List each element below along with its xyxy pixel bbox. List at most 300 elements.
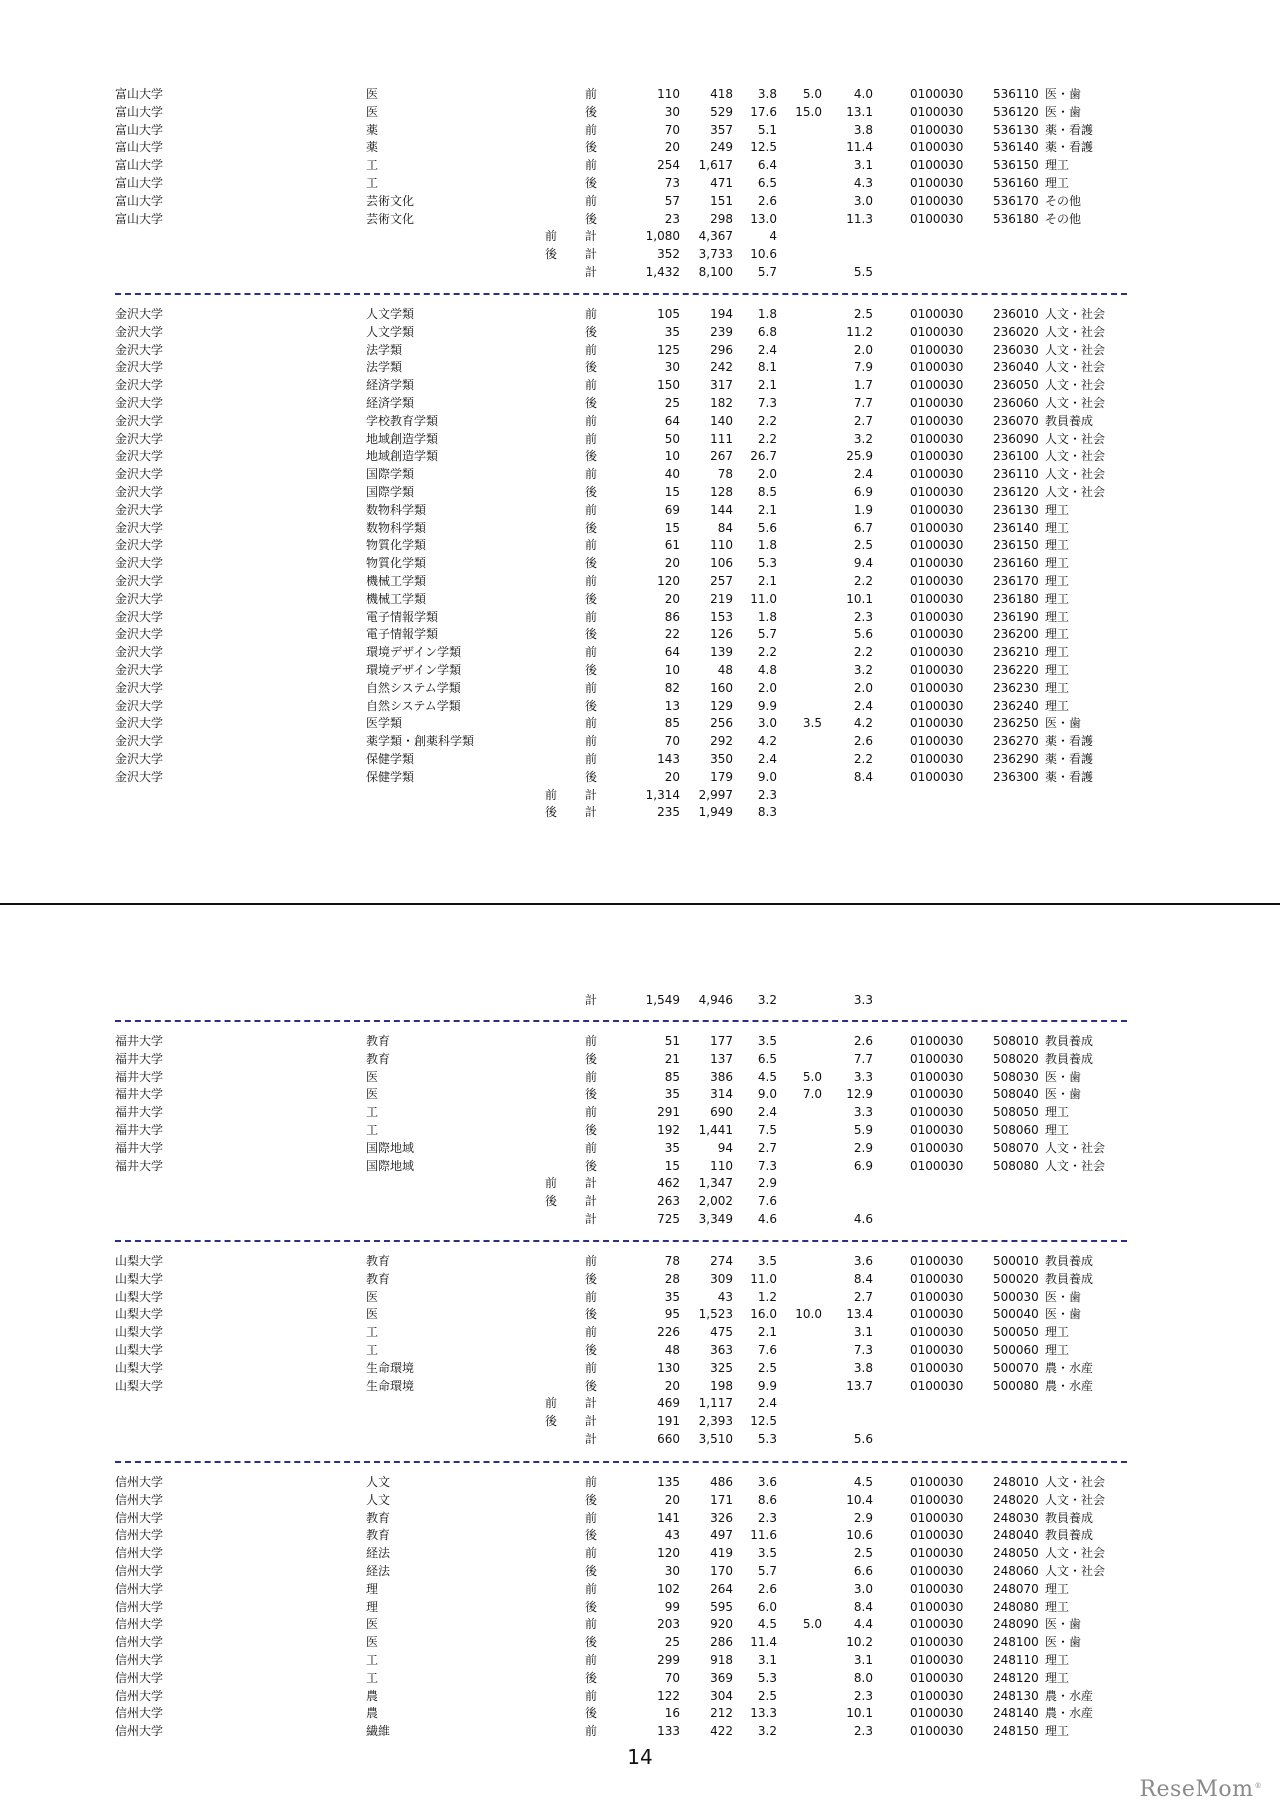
ratio-cell: 9.9 [757, 698, 777, 713]
ratio-cell: 3.5 [757, 1546, 777, 1561]
capacity-cell: 30 [664, 104, 680, 119]
faculty-cell: 法学類 [366, 342, 403, 357]
code-cell: 0100030 [910, 324, 964, 339]
ratio-cell: 2.2 [757, 431, 777, 446]
schedule-cell: 前 [585, 1617, 598, 1632]
code-cell: 0100030 [910, 1706, 964, 1721]
faculty-cell: 法学類 [366, 360, 403, 375]
applicants-cell: 386 [710, 1069, 733, 1084]
table-row [0, 1103, 1280, 1121]
total-applicants-cell: 4,946 [698, 993, 733, 1007]
ratio-cell: 2.6 [757, 1581, 777, 1596]
last-ratio-cell: 7.7 [853, 1051, 873, 1066]
last-ratio-cell: 1.7 [853, 378, 873, 393]
total-label-cell: 計 [585, 993, 598, 1007]
category-cell: 理工 [1045, 574, 1070, 588]
table-row [0, 323, 1280, 341]
category-cell: 理工 [1045, 1123, 1070, 1137]
last-ratio-cell: 5.9 [853, 1123, 873, 1137]
university-cell: 金沢大学 [115, 413, 164, 428]
table-row [0, 714, 1280, 732]
applicants-cell: 198 [710, 1378, 733, 1393]
capacity-cell: 150 [657, 378, 680, 393]
university-cell: 金沢大学 [115, 645, 164, 660]
total-row [0, 1192, 1280, 1210]
university-cell: 信州大学 [115, 1599, 164, 1614]
applicants-cell: 357 [710, 122, 733, 137]
ratio-cell: 3.1 [757, 1653, 777, 1667]
table-row [0, 1509, 1280, 1527]
code-cell: 0100030 [910, 396, 964, 410]
university-cell: 富山大学 [115, 211, 164, 226]
capacity-cell: 28 [664, 1271, 680, 1286]
university-cell: 福井大学 [115, 1034, 164, 1048]
faculty-cell: 医 [366, 104, 379, 119]
faculty-cell: 保健学類 [366, 769, 415, 784]
university-cell: 金沢大学 [115, 627, 164, 642]
table-row [0, 1377, 1280, 1395]
total-ratio-cell: 2.4 [757, 1396, 777, 1411]
ratio-cell: 3.8 [757, 87, 777, 101]
code-cell: 0100030 [910, 1271, 964, 1286]
total-last-ratio-cell: 3.3 [853, 993, 873, 1007]
total-applicants-cell: 1,949 [698, 805, 733, 820]
category-cell: 人文・社会 [1045, 378, 1106, 393]
dept-code-cell: 536140 [993, 140, 1039, 155]
code-cell: 0100030 [910, 1069, 964, 1084]
dept-code-cell: 236070 [993, 413, 1039, 428]
code-cell: 0100030 [910, 342, 964, 357]
dept-code-cell: 236010 [993, 307, 1039, 321]
schedule-cell: 後 [585, 556, 598, 571]
applicants-cell: 160 [710, 680, 733, 695]
faculty-cell: 薬 [366, 122, 379, 137]
university-cell: 金沢大学 [115, 698, 164, 713]
category-cell: 理工 [1045, 1724, 1070, 1739]
schedule-cell: 後 [585, 1051, 598, 1066]
category-cell: 医・歯 [1045, 87, 1082, 101]
total-ratio-cell: 3.2 [757, 993, 777, 1007]
last-ratio-cell: 13.1 [846, 104, 873, 119]
ratio-cell: 4.2 [757, 734, 777, 749]
ratio-cell: 3.2 [757, 1724, 777, 1739]
prev-ratio-cell: 7.0 [802, 1087, 822, 1102]
ratio-cell: 1.8 [757, 538, 777, 553]
ratio-cell: 4.8 [757, 663, 777, 677]
dept-code-cell: 500080 [993, 1378, 1039, 1393]
capacity-cell: 21 [664, 1051, 680, 1066]
capacity-cell: 122 [657, 1688, 680, 1703]
code-cell: 0100030 [910, 1378, 964, 1393]
ratio-cell: 5.3 [757, 556, 777, 571]
applicants-cell: 126 [710, 627, 733, 642]
dept-code-cell: 536110 [993, 87, 1039, 101]
schedule-cell: 前 [585, 1254, 598, 1268]
applicants-cell: 419 [710, 1546, 733, 1561]
table-row [0, 1633, 1280, 1651]
prev-ratio-cell: 3.5 [802, 716, 822, 731]
category-cell: 教員養成 [1045, 1510, 1094, 1525]
capacity-cell: 120 [657, 574, 680, 588]
applicants-cell: 475 [710, 1325, 733, 1340]
university-cell: 山梨大学 [115, 1271, 164, 1286]
last-ratio-cell: 3.1 [853, 1325, 873, 1340]
faculty-cell: 教育 [366, 1034, 391, 1048]
faculty-cell: 医 [366, 1635, 379, 1650]
ratio-cell: 9.0 [757, 769, 777, 784]
university-cell: 富山大学 [115, 140, 164, 155]
dept-code-cell: 248090 [993, 1617, 1039, 1632]
applicants-cell: 219 [710, 591, 733, 606]
university-cell: 信州大学 [115, 1706, 164, 1721]
table-row [0, 1722, 1280, 1740]
category-cell: 人文・社会 [1045, 485, 1106, 499]
total-schedule-cell: 後 [545, 247, 558, 262]
total-schedule-cell: 前 [545, 229, 558, 244]
faculty-cell: 機械工学類 [366, 574, 427, 588]
university-cell: 山梨大学 [115, 1254, 164, 1268]
faculty-cell: 工 [366, 1105, 379, 1120]
category-cell: 教員養成 [1045, 1254, 1094, 1268]
schedule-cell: 前 [585, 193, 598, 208]
dept-code-cell: 236180 [993, 591, 1039, 606]
applicants-cell: 78 [717, 467, 733, 482]
faculty-cell: 医 [366, 1289, 379, 1304]
capacity-cell: 120 [657, 1546, 680, 1561]
table-row [0, 661, 1280, 679]
code-cell: 0100030 [910, 1617, 964, 1632]
capacity-cell: 143 [657, 752, 680, 766]
applicants-cell: 326 [710, 1510, 733, 1525]
university-cell: 信州大学 [115, 1635, 164, 1650]
category-cell: 理工 [1045, 1653, 1070, 1667]
total-ratio-cell: 5.3 [757, 1432, 777, 1446]
total-ratio-cell: 4.6 [757, 1212, 777, 1226]
last-ratio-cell: 3.0 [853, 1581, 873, 1596]
ratio-cell: 4.5 [757, 1617, 777, 1632]
total-applicants-cell: 1,347 [698, 1176, 733, 1191]
schedule-cell: 後 [585, 449, 598, 464]
table-row [0, 643, 1280, 661]
table-row [0, 1032, 1280, 1050]
schedule-cell: 後 [585, 1271, 598, 1286]
table-row [0, 679, 1280, 697]
schedule-cell: 前 [585, 1475, 598, 1489]
university-cell: 福井大学 [115, 1140, 164, 1155]
total-ratio-cell: 10.6 [750, 247, 777, 262]
capacity-cell: 25 [664, 1635, 680, 1650]
total-ratio-cell: 4 [769, 229, 777, 244]
table-row [0, 394, 1280, 412]
capacity-cell: 20 [664, 556, 680, 571]
last-ratio-cell: 4.5 [853, 1475, 873, 1489]
last-ratio-cell: 3.2 [853, 663, 873, 677]
ratio-cell: 13.0 [750, 211, 777, 226]
university-cell: 山梨大学 [115, 1378, 164, 1393]
dept-code-cell: 508060 [993, 1123, 1039, 1137]
schedule-cell: 前 [585, 1581, 598, 1596]
total-capacity-cell: 660 [657, 1432, 680, 1446]
table-row [0, 447, 1280, 465]
schedule-cell: 前 [585, 87, 598, 101]
faculty-cell: 医 [366, 1087, 379, 1102]
university-cell: 山梨大学 [115, 1360, 164, 1375]
faculty-cell: 生命環境 [366, 1378, 415, 1393]
capacity-cell: 30 [664, 1564, 680, 1578]
schedule-cell: 前 [585, 1140, 598, 1155]
university-cell: 福井大学 [115, 1069, 164, 1084]
category-cell: 教員養成 [1045, 1034, 1094, 1048]
faculty-cell: 保健学類 [366, 752, 415, 766]
university-cell: 金沢大学 [115, 360, 164, 375]
ratio-cell: 7.3 [757, 1158, 777, 1173]
table-row [0, 1139, 1280, 1157]
capacity-cell: 299 [657, 1653, 680, 1667]
category-cell: 人文・社会 [1045, 467, 1106, 482]
dept-code-cell: 248140 [993, 1706, 1039, 1721]
total-label-cell: 計 [585, 1414, 598, 1429]
university-cell: 山梨大学 [115, 1307, 164, 1322]
dept-code-cell: 236210 [993, 645, 1039, 660]
applicants-cell: 497 [710, 1528, 733, 1543]
faculty-cell: 工 [366, 158, 379, 173]
total-last-ratio-cell: 5.6 [853, 1432, 873, 1446]
category-cell: 人文・社会 [1045, 396, 1106, 410]
code-cell: 0100030 [910, 1343, 964, 1357]
applicants-cell: 317 [710, 378, 733, 393]
last-ratio-cell: 4.3 [853, 176, 873, 190]
code-cell: 0100030 [910, 431, 964, 446]
dept-code-cell: 500040 [993, 1307, 1039, 1322]
last-ratio-cell: 7.7 [853, 396, 873, 410]
ratio-cell: 5.1 [757, 122, 777, 137]
capacity-cell: 40 [664, 467, 680, 482]
university-cell: 金沢大学 [115, 556, 164, 571]
table-row [0, 1704, 1280, 1722]
capacity-cell: 64 [664, 645, 680, 660]
table-row [0, 192, 1280, 210]
section-divider [115, 1020, 1127, 1022]
schedule-cell: 後 [585, 396, 598, 410]
faculty-cell: 国際地域 [366, 1140, 415, 1155]
university-cell: 福井大学 [115, 1123, 164, 1137]
code-cell: 0100030 [910, 574, 964, 588]
code-cell: 0100030 [910, 591, 964, 606]
schedule-cell: 後 [585, 769, 598, 784]
table-row [0, 590, 1280, 608]
table-row [0, 85, 1280, 103]
applicants-cell: 194 [710, 307, 733, 321]
faculty-cell: 地域創造学類 [366, 431, 439, 446]
code-cell: 0100030 [910, 663, 964, 677]
dept-code-cell: 248150 [993, 1724, 1039, 1739]
table-row [0, 1562, 1280, 1580]
faculty-cell: 人文学類 [366, 307, 415, 321]
code-cell: 0100030 [910, 1051, 964, 1066]
university-cell: 信州大学 [115, 1492, 164, 1507]
category-cell: 人文・社会 [1045, 431, 1106, 446]
total-ratio-cell: 12.5 [750, 1414, 777, 1429]
faculty-cell: 電子情報学類 [366, 609, 439, 624]
applicants-cell: 363 [710, 1343, 733, 1357]
faculty-cell: 自然システム学類 [366, 680, 461, 695]
applicants-cell: 182 [710, 396, 733, 410]
dept-code-cell: 508010 [993, 1034, 1039, 1048]
total-label-cell: 計 [585, 1194, 598, 1209]
total-applicants-cell: 2,393 [698, 1414, 733, 1429]
category-cell: 医・歯 [1045, 1087, 1082, 1102]
dept-code-cell: 236200 [993, 627, 1039, 642]
schedule-cell: 後 [585, 1343, 598, 1357]
schedule-cell: 前 [585, 158, 598, 173]
university-cell: 信州大学 [115, 1564, 164, 1578]
total-applicants-cell: 3,349 [698, 1212, 733, 1226]
faculty-cell: 地域創造学類 [366, 449, 439, 464]
table-row [0, 536, 1280, 554]
dept-code-cell: 248070 [993, 1581, 1039, 1596]
capacity-cell: 102 [657, 1581, 680, 1596]
category-cell: 人文・社会 [1045, 1564, 1106, 1578]
dept-code-cell: 500060 [993, 1343, 1039, 1357]
category-cell: 理工 [1045, 627, 1070, 642]
university-cell: 金沢大学 [115, 378, 164, 393]
code-cell: 0100030 [910, 1653, 964, 1667]
total-label-cell: 計 [585, 805, 598, 820]
category-cell: 人文・社会 [1045, 1140, 1106, 1155]
dept-code-cell: 500030 [993, 1289, 1039, 1304]
applicants-cell: 84 [717, 520, 733, 535]
schedule-cell: 後 [585, 663, 598, 677]
ratio-cell: 2.2 [757, 413, 777, 428]
university-cell: 信州大学 [115, 1528, 164, 1543]
applicants-cell: 920 [710, 1617, 733, 1632]
capacity-cell: 20 [664, 140, 680, 155]
category-cell: 理工 [1045, 538, 1070, 553]
faculty-cell: 繊維 [366, 1724, 391, 1739]
applicants-cell: 304 [710, 1688, 733, 1703]
faculty-cell: 機械工学類 [366, 591, 427, 606]
code-cell: 0100030 [910, 307, 964, 321]
applicants-cell: 595 [710, 1599, 733, 1614]
code-cell: 0100030 [910, 449, 964, 464]
dept-code-cell: 508050 [993, 1105, 1039, 1120]
last-ratio-cell: 2.0 [853, 342, 873, 357]
category-cell: その他 [1045, 211, 1082, 226]
last-ratio-cell: 25.9 [846, 449, 873, 464]
faculty-cell: 医 [366, 1617, 379, 1632]
faculty-cell: 教育 [366, 1528, 391, 1543]
faculty-cell: 芸術文化 [366, 211, 415, 226]
total-label-cell: 計 [585, 1432, 598, 1446]
table-row [0, 483, 1280, 501]
capacity-cell: 254 [657, 158, 680, 173]
table-row [0, 103, 1280, 121]
table-row [0, 572, 1280, 590]
university-cell: 富山大学 [115, 104, 164, 119]
code-cell: 0100030 [910, 1140, 964, 1155]
applicants-cell: 422 [710, 1724, 733, 1739]
ratio-cell: 2.1 [757, 1325, 777, 1340]
code-cell: 0100030 [910, 1254, 964, 1268]
last-ratio-cell: 3.8 [853, 1360, 873, 1375]
category-cell: 理工 [1045, 158, 1070, 173]
category-cell: 人文・社会 [1045, 342, 1106, 357]
capacity-cell: 23 [664, 211, 680, 226]
total-row [0, 245, 1280, 263]
last-ratio-cell: 11.3 [846, 211, 873, 226]
faculty-cell: 工 [366, 1670, 379, 1685]
applicants-cell: 48 [717, 663, 733, 677]
table-row [0, 1544, 1280, 1562]
dept-code-cell: 236120 [993, 485, 1039, 499]
faculty-cell: 工 [366, 1123, 379, 1137]
table-row [0, 376, 1280, 394]
ratio-cell: 2.1 [757, 574, 777, 588]
ratio-cell: 1.2 [757, 1289, 777, 1304]
total-row [0, 803, 1280, 821]
last-ratio-cell: 3.8 [853, 122, 873, 137]
table-row [0, 1050, 1280, 1068]
total-label-cell: 計 [585, 787, 598, 802]
university-cell: 金沢大学 [115, 609, 164, 624]
total-schedule-cell: 前 [545, 1176, 558, 1191]
faculty-cell: 人文 [366, 1475, 391, 1489]
prev-ratio-cell: 5.0 [802, 87, 822, 101]
code-cell: 0100030 [910, 502, 964, 517]
last-ratio-cell: 7.9 [853, 360, 873, 375]
total-capacity-cell: 352 [657, 247, 680, 262]
university-cell: 金沢大学 [115, 502, 164, 517]
faculty-cell: 数物科学類 [366, 502, 427, 517]
ratio-cell: 9.0 [757, 1087, 777, 1102]
dept-code-cell: 536130 [993, 122, 1039, 137]
university-cell: 金沢大学 [115, 591, 164, 606]
page-separator [0, 903, 1280, 905]
capacity-cell: 69 [664, 502, 680, 517]
university-cell: 富山大学 [115, 87, 164, 101]
schedule-cell: 前 [585, 378, 598, 393]
table-row [0, 1598, 1280, 1616]
university-cell: 富山大学 [115, 122, 164, 137]
dept-code-cell: 248120 [993, 1670, 1039, 1685]
schedule-cell: 後 [585, 176, 598, 190]
table-row [0, 430, 1280, 448]
capacity-cell: 110 [657, 87, 680, 101]
capacity-cell: 30 [664, 360, 680, 375]
ratio-cell: 8.1 [757, 360, 777, 375]
schedule-cell: 後 [585, 1087, 598, 1102]
schedule-cell: 後 [585, 104, 598, 119]
university-cell: 金沢大学 [115, 663, 164, 677]
last-ratio-cell: 4.4 [853, 1617, 873, 1632]
table-row [0, 750, 1280, 768]
faculty-cell: 医 [366, 1069, 379, 1084]
applicants-cell: 314 [710, 1087, 733, 1102]
total-applicants-cell: 4,367 [698, 229, 733, 244]
total-capacity-cell: 1,314 [645, 787, 680, 802]
code-cell: 0100030 [910, 158, 964, 173]
schedule-cell: 後 [585, 627, 598, 642]
faculty-cell: 教育 [366, 1271, 391, 1286]
total-applicants-cell: 2,997 [698, 787, 733, 802]
last-ratio-cell: 8.0 [853, 1670, 873, 1685]
ratio-cell: 26.7 [750, 449, 777, 464]
capacity-cell: 35 [664, 1140, 680, 1155]
total-row [0, 1174, 1280, 1192]
last-ratio-cell: 3.3 [853, 1105, 873, 1120]
code-cell: 0100030 [910, 1034, 964, 1048]
code-cell: 0100030 [910, 378, 964, 393]
